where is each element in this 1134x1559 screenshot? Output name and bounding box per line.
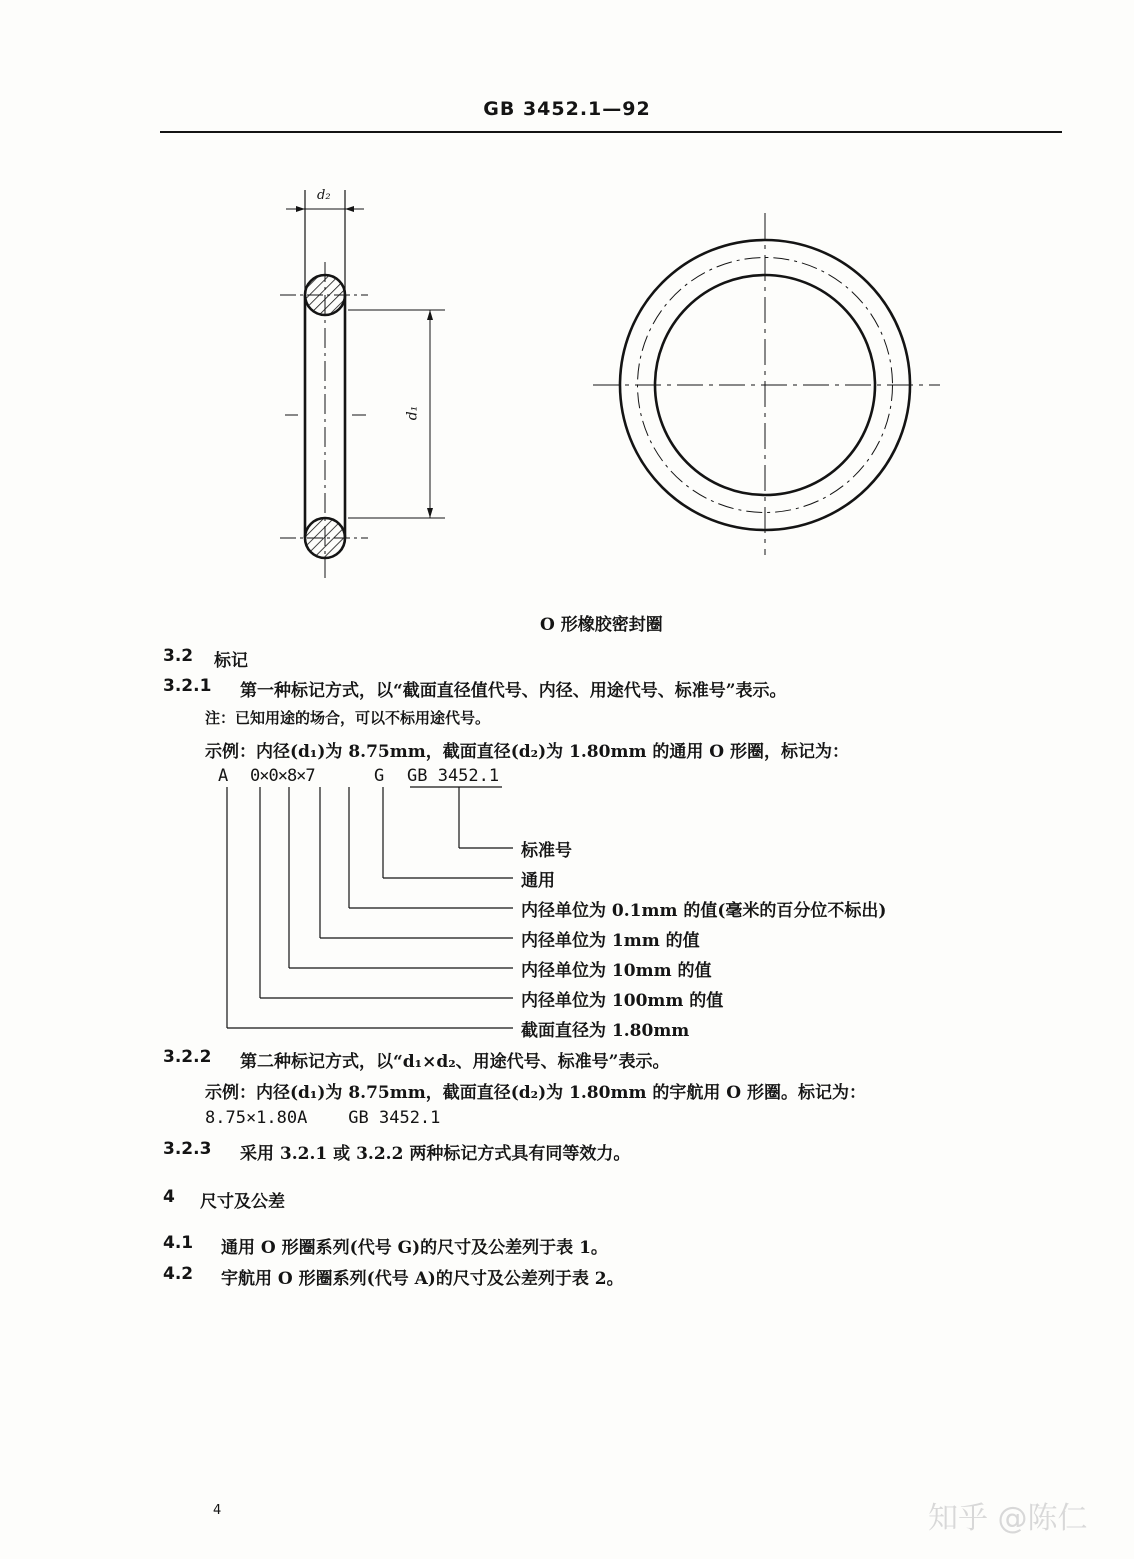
section-number: 3.2.1 xyxy=(163,676,212,696)
marking-second: 8.75×1.80A GB 3452.1 xyxy=(205,1108,441,1128)
section-number: 4.2 xyxy=(163,1264,194,1284)
cross-section-figure xyxy=(280,190,445,578)
legend-item: 截面直径为 1.80mm xyxy=(521,1021,690,1041)
page-number: 4 xyxy=(213,1503,222,1518)
label-d2: d₂ xyxy=(317,188,331,203)
example-text: 示例：内径(d₁)为 8.75mm，截面直径(d₂)为 1.80mm 的宇航用 O 形圈。标记为： xyxy=(205,1083,866,1103)
legend-item: 标准号 xyxy=(521,841,572,861)
note-text: 注：已知用途的场合，可以不标用途代号。 xyxy=(205,709,491,727)
section-number: 3.2.3 xyxy=(163,1139,212,1159)
section-number: 4 xyxy=(163,1187,175,1207)
legend-item: 内径单位为 1mm 的值 xyxy=(521,931,700,951)
legend-item: 通用 xyxy=(521,871,555,891)
section-text: 第二种标记方式，以“d₁×d₂、用途代号、标准号”表示。 xyxy=(240,1052,670,1072)
legend-item: 内径单位为 10mm 的值 xyxy=(521,961,712,981)
section-text: 第一种标记方式，以“截面直径值代号、内径、用途代号、标准号”表示。 xyxy=(240,681,787,701)
watermark: 知乎 @陈仁 xyxy=(928,1501,1088,1536)
marking-standard: GB 3452.1 xyxy=(407,766,500,786)
section-title: 尺寸及公差 xyxy=(200,1192,285,1212)
section-number: 3.2.2 xyxy=(163,1047,212,1067)
figure-caption: O 形橡胶密封圈 xyxy=(540,615,663,635)
section-number: 3.2 xyxy=(163,646,194,666)
section-text: 采用 3.2.1 或 3.2.2 两种标记方式具有同等效力。 xyxy=(240,1144,631,1164)
marking-leader-lines xyxy=(227,787,513,1028)
section-text: 宇航用 O 形圈系列(代号 A)的尺寸及公差列于表 2。 xyxy=(221,1269,624,1289)
marking-a: A xyxy=(218,766,229,786)
legend-item: 内径单位为 0.1mm 的值(毫米的百分位不标出) xyxy=(521,901,887,921)
example-text: 示例：内径(d₁)为 8.75mm，截面直径(d₂)为 1.80mm 的通用 O 形圈，标记为： xyxy=(205,742,849,762)
section-number: 4.1 xyxy=(163,1233,194,1253)
ring-front-view xyxy=(593,213,940,555)
standard-code: GB 3452.1—92 xyxy=(483,98,651,120)
label-d1: d₁ xyxy=(404,405,421,421)
marking-digits: 0×0×8×7 xyxy=(250,766,315,786)
section-title: 标记 xyxy=(214,651,248,671)
section-text: 通用 O 形圈系列(代号 G)的尺寸及公差列于表 1。 xyxy=(221,1238,608,1258)
marking-g: G xyxy=(374,766,385,786)
legend-item: 内径单位为 100mm 的值 xyxy=(521,991,724,1011)
